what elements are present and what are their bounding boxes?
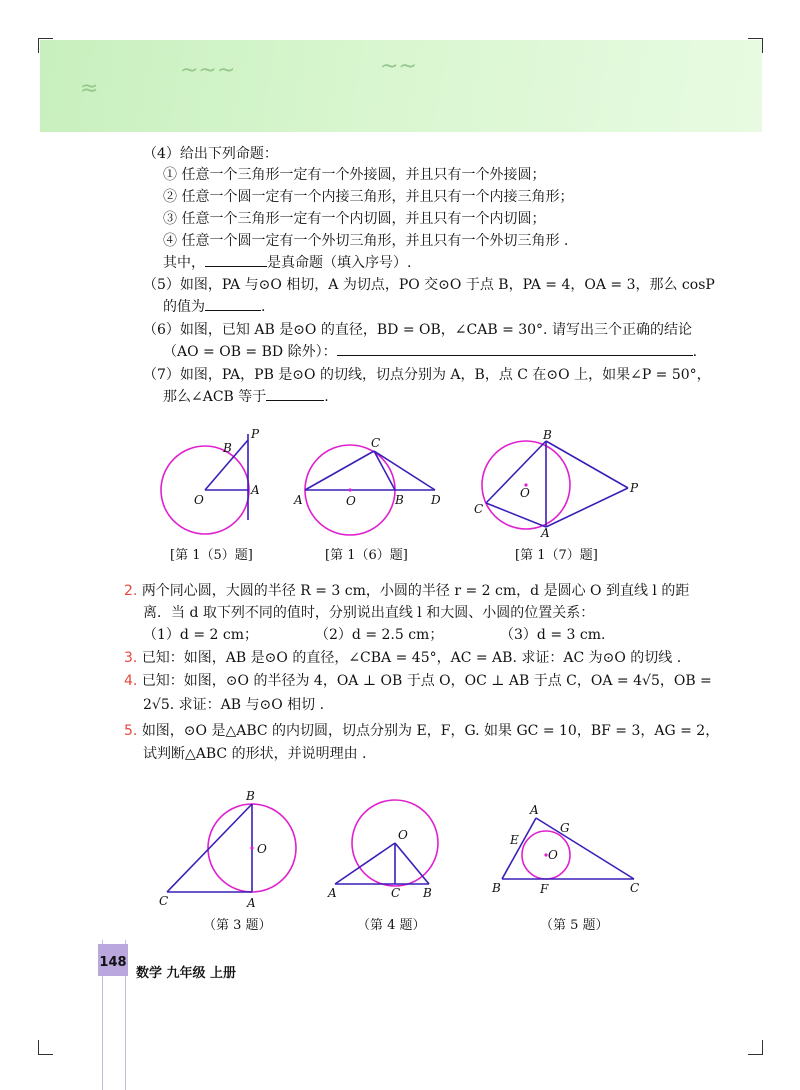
- p1-item6-line2: [163, 341, 697, 363]
- fig6-label-d: D: [431, 493, 441, 507]
- figure-1-6: [290, 430, 450, 540]
- problem-4-text1: 已知：如图，⊙O 的半径为 4，OA ⊥ OB 于点 O，OC ⊥ AB 于点 C，OA = 4√5，OB =: [141, 673, 712, 689]
- fig4-label-c: C: [391, 886, 401, 900]
- fig3-label-c: C: [159, 894, 169, 908]
- figure-1-7: [470, 425, 645, 540]
- problem-2-number: 2.: [124, 583, 138, 599]
- answer-blank-4[interactable]: [205, 252, 267, 267]
- problem-4-line1: [124, 670, 712, 692]
- p1-item4-prop-3: ③ 任意一个三角形一定有一个内切圆，并且只有一个内切圆；: [163, 211, 546, 227]
- p1-item4-question: [163, 252, 411, 274]
- p1-item7-prefix: 那么∠ACB 等于: [163, 389, 267, 405]
- p1-item7-line1: （7）如图，PA，PB 是⊙O 的切线，切点分别为 A，B，点 C 在⊙O 上，如果∠P = 50°，: [143, 367, 711, 383]
- problem-5-number: 5.: [124, 723, 138, 739]
- fig7-label-p: P: [630, 481, 639, 495]
- p1-item5-line1: （5）如图，PA 与⊙O 相切，A 为切点，PO 交⊙O 于点 B，PA = 4，OA = 3，那么 cosP: [143, 277, 715, 293]
- fig7-label-a: A: [541, 526, 550, 540]
- crop-mark-bl: [38, 1040, 53, 1055]
- fig6-label-b: B: [395, 493, 404, 507]
- p1-item4-prop-4: ④ 任意一个圆一定有一个外切三角形，并且只有一个外切三角形 .: [163, 233, 569, 249]
- fig5b-label-e: E: [510, 833, 519, 847]
- p1-item7-line2: [163, 386, 329, 408]
- fig7-label-c: C: [474, 502, 484, 516]
- problem-5-line1: [124, 720, 719, 742]
- problem-4-number: 4.: [124, 673, 138, 689]
- figure-1-5: [150, 420, 280, 540]
- problem-3-text: 已知：如图，AB 是⊙O 的直径，∠CBA = 45°，AC = AB. 求证：AC 为⊙O 的切线 .: [141, 650, 682, 666]
- p1-item4-intro: （4）给出下列命题：: [143, 146, 278, 162]
- problem-5-text1: 如图，⊙O 是△ABC 的内切圆，切点分别为 E，F，G. 如果 GC = 10，BF = 3，AG = 2，: [141, 723, 720, 739]
- fig6-label-c: C: [371, 436, 381, 450]
- crop-mark-tl: [38, 38, 53, 53]
- answer-blank-7[interactable]: [266, 386, 324, 401]
- caption-fig-5: （第 5 题）: [540, 918, 609, 933]
- fig5b-label-o: O: [548, 848, 558, 862]
- crop-mark-br: [748, 1040, 763, 1055]
- fig5-label-p: P: [251, 427, 260, 441]
- problem-2-text1: 两个同心圆，大圆的半径 R = 3 cm，小圆的半径 r = 2 cm，d 是圆心 O 到直线 l 的距: [141, 583, 690, 599]
- problem-5-line2: 试判断△ABC 的形状，并说明理由 .: [143, 746, 367, 762]
- fig7-label-o: O: [520, 486, 530, 500]
- p1-item5-line2: [163, 296, 265, 318]
- band-scribble-mid: ~~~: [180, 58, 236, 83]
- fig5b-label-c: C: [630, 881, 640, 895]
- fig5b-label-b: B: [492, 881, 501, 895]
- fig4-label-b: B: [423, 886, 432, 900]
- answer-blank-6[interactable]: [337, 341, 693, 356]
- fig7-label-b: B: [543, 428, 552, 442]
- problem-3-number: 3.: [124, 650, 138, 666]
- book-title: 数学 九年级 上册: [136, 966, 237, 981]
- fig5b-label-g: G: [560, 821, 570, 835]
- header-band: [40, 40, 762, 132]
- figure-3: [155, 785, 305, 910]
- p1-item4-prop-1: ① 任意一个三角形一定有一个外接圆，并且只有一个外接圆；: [163, 167, 546, 183]
- p1-item6-line1: （6）如图，已知 AB 是⊙O 的直径，BD = OB，∠CAB = 30°. 请写出三个正确的结论: [143, 322, 692, 338]
- p1-item6-prefix: （AO = OB = BD 除外）：: [163, 344, 337, 360]
- caption-fig-3: （第 3 题）: [203, 918, 272, 933]
- crop-mark-tr: [748, 38, 763, 53]
- p1-item7-end: .: [324, 389, 329, 405]
- problem-3: [124, 647, 681, 669]
- fig3-label-a: A: [247, 896, 256, 910]
- fig3-label-o: O: [257, 842, 267, 856]
- fig3-label-b: B: [246, 789, 255, 803]
- fig4-label-a: A: [328, 886, 337, 900]
- fig6-label-o: O: [346, 494, 356, 508]
- problem-2-option-2: （2）d = 2.5 cm；: [315, 627, 444, 643]
- fig5b-label-a: A: [530, 803, 539, 817]
- problem-2-option-1: （1）d = 2 cm；: [143, 627, 258, 643]
- band-scribble-right: ~~: [380, 54, 417, 79]
- problem-4-line2: 2√5. 求证：AB 与⊙O 相切 .: [143, 697, 325, 713]
- caption-fig-1-7: [第 1（7）题]: [515, 548, 598, 563]
- p1-item4-prop-2: ② 任意一个圆一定有一个内接三角形，并且只有一个内接三角形；: [163, 189, 574, 205]
- caption-fig-1-5: [第 1（5）题]: [170, 548, 253, 563]
- page-number: 148: [98, 944, 128, 976]
- fig5-label-b: B: [223, 441, 232, 455]
- p1-item4-q-post: 是真命题（填入序号）.: [267, 255, 412, 271]
- problem-2-option-3: （3）d = 3 cm.: [500, 627, 606, 643]
- problem-2-line1: [124, 580, 689, 602]
- caption-fig-4: （第 4 题）: [357, 918, 426, 933]
- fig5b-label-f: F: [540, 882, 549, 896]
- p1-item4-q-pre: 其中，: [163, 255, 205, 271]
- fig4-label-o: O: [398, 828, 408, 842]
- answer-blank-5[interactable]: [205, 296, 261, 311]
- p1-item5-prefix: 的值为: [163, 299, 205, 315]
- fig6-label-a: A: [294, 493, 303, 507]
- problem-2-line2: 离．当 d 取下列不同的值时，分别说出直线 l 和大圆、小圆的位置关系：: [143, 605, 595, 621]
- figure-5b: [488, 800, 648, 900]
- p1-item5-end: .: [261, 299, 266, 315]
- fig5-label-o: O: [194, 493, 204, 507]
- band-scribble-left: ≈: [80, 76, 99, 101]
- figure-4: [325, 795, 445, 905]
- caption-fig-1-6: [第 1（6）题]: [325, 548, 408, 563]
- fig5-label-a: A: [251, 483, 260, 497]
- p1-item6-end: .: [692, 344, 698, 360]
